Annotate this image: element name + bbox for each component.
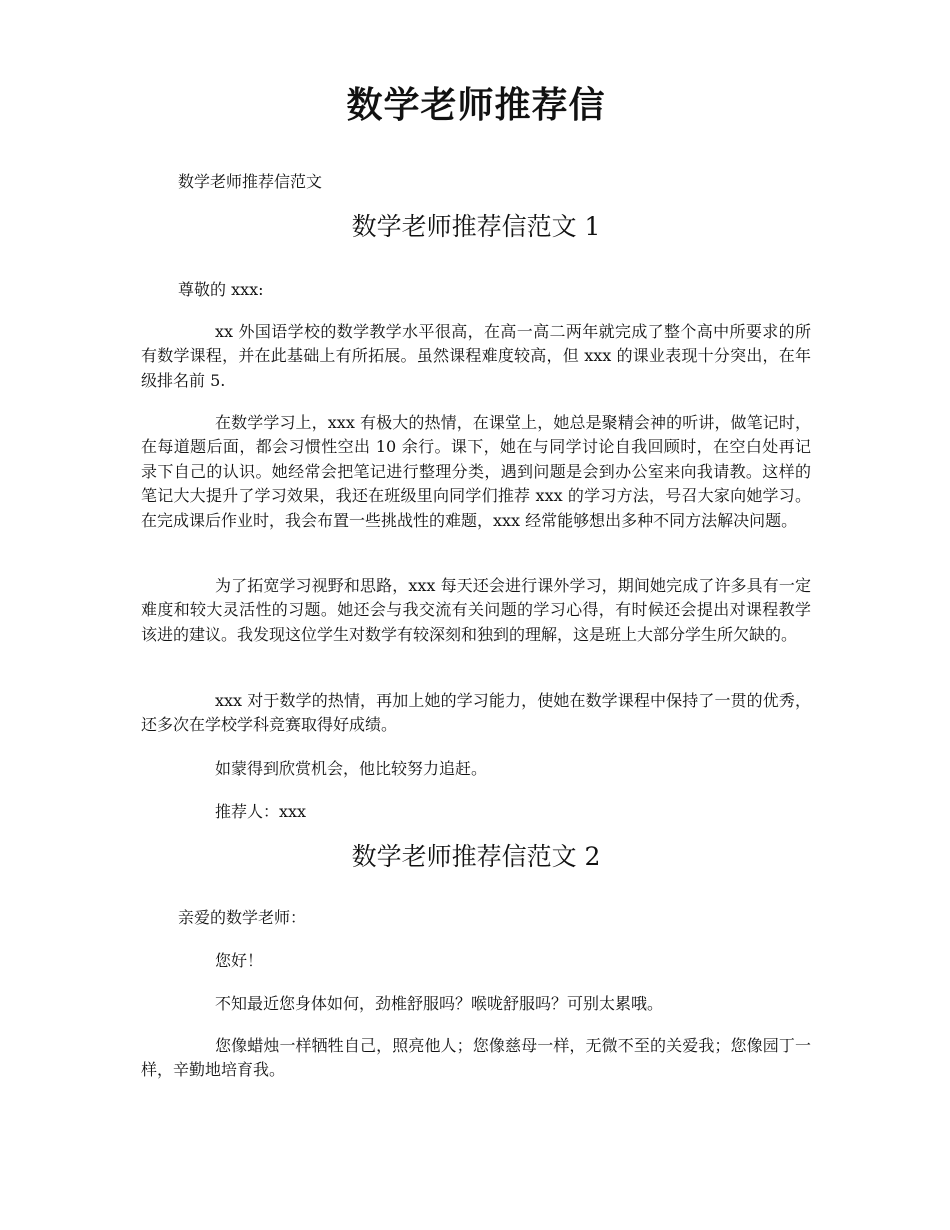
section1-greeting: 尊敬的 xxx: — [178, 280, 264, 299]
section1-paragraph: xx 外国语学校的数学教学水平很高，在高一高二两年就完成了整个高中所要求的所有数学课程，并在此基础上有所拓展。虽然课程难度较高，但 xxx 的课业表现十分突出，在年级排名前 5. — [141, 322, 811, 390]
section1-signature: 推荐人：xxx — [215, 802, 307, 821]
document-title: 数学老师推荐信 — [346, 84, 606, 126]
section1-paragraph: 为了拓宽学习视野和思路，xxx 每天还会进行课外学习，期间她完成了许多具有一定难度和较大灵活性的习题。她还会与我交流有关问题的学习心得，有时候还会提出对课程教学该进的建议。我发现这位学生对数学有较深刻和独到的理解，这是班上大部分学生所欠缺的。 — [141, 576, 811, 644]
section1-paragraph: xxx 对于数学的热情，再加上她的学习能力，使她在数学课程中保持了一贯的优秀，还多次在学校学科竞赛取得好成绩。 — [141, 691, 811, 735]
section2-paragraph: 您像蜡烛一样牺牲自己，照亮他人；您像慈母一样，无微不至的关爱我；您像园丁一样，辛勤地培育我。 — [141, 1036, 811, 1080]
section1-paragraph: 如蒙得到欣赏机会，他比较努力追赶。 — [215, 759, 488, 778]
section2-paragraph: 不知最近您身体如何，劲椎舒服吗？喉咙舒服吗？可别太累哦。 — [215, 994, 664, 1013]
section1-paragraph: 在数学学习上，xxx 有极大的热情，在课堂上，她总是聚精会神的听讲，做笔记时，在每道题后面，都会习惯性空出 10 余行。课下，她在与同学讨论自我回顾时，在空白处再记录下自己的认识。她经常会把笔记进行整理分类，遇到问题是会到办公室来向我请教。这样的笔记大大提升了学习效果，我还在班级里向同学们推荐 xxx 的学习方法，号召大家向她学习。在完成课后作业时，我会布置一些挑战性的难题，xxx 经常能够想出多种不同方法解决问题。 — [141, 413, 811, 530]
section2-paragraph: 您好！ — [215, 951, 264, 970]
intro-line: 数学老师推荐信范文 — [178, 172, 323, 191]
section-heading-1: 数学老师推荐信范文 1 — [351, 212, 601, 241]
section2-greeting: 亲爱的数学老师： — [178, 908, 307, 927]
section-heading-2: 数学老师推荐信范文 2 — [351, 842, 601, 871]
